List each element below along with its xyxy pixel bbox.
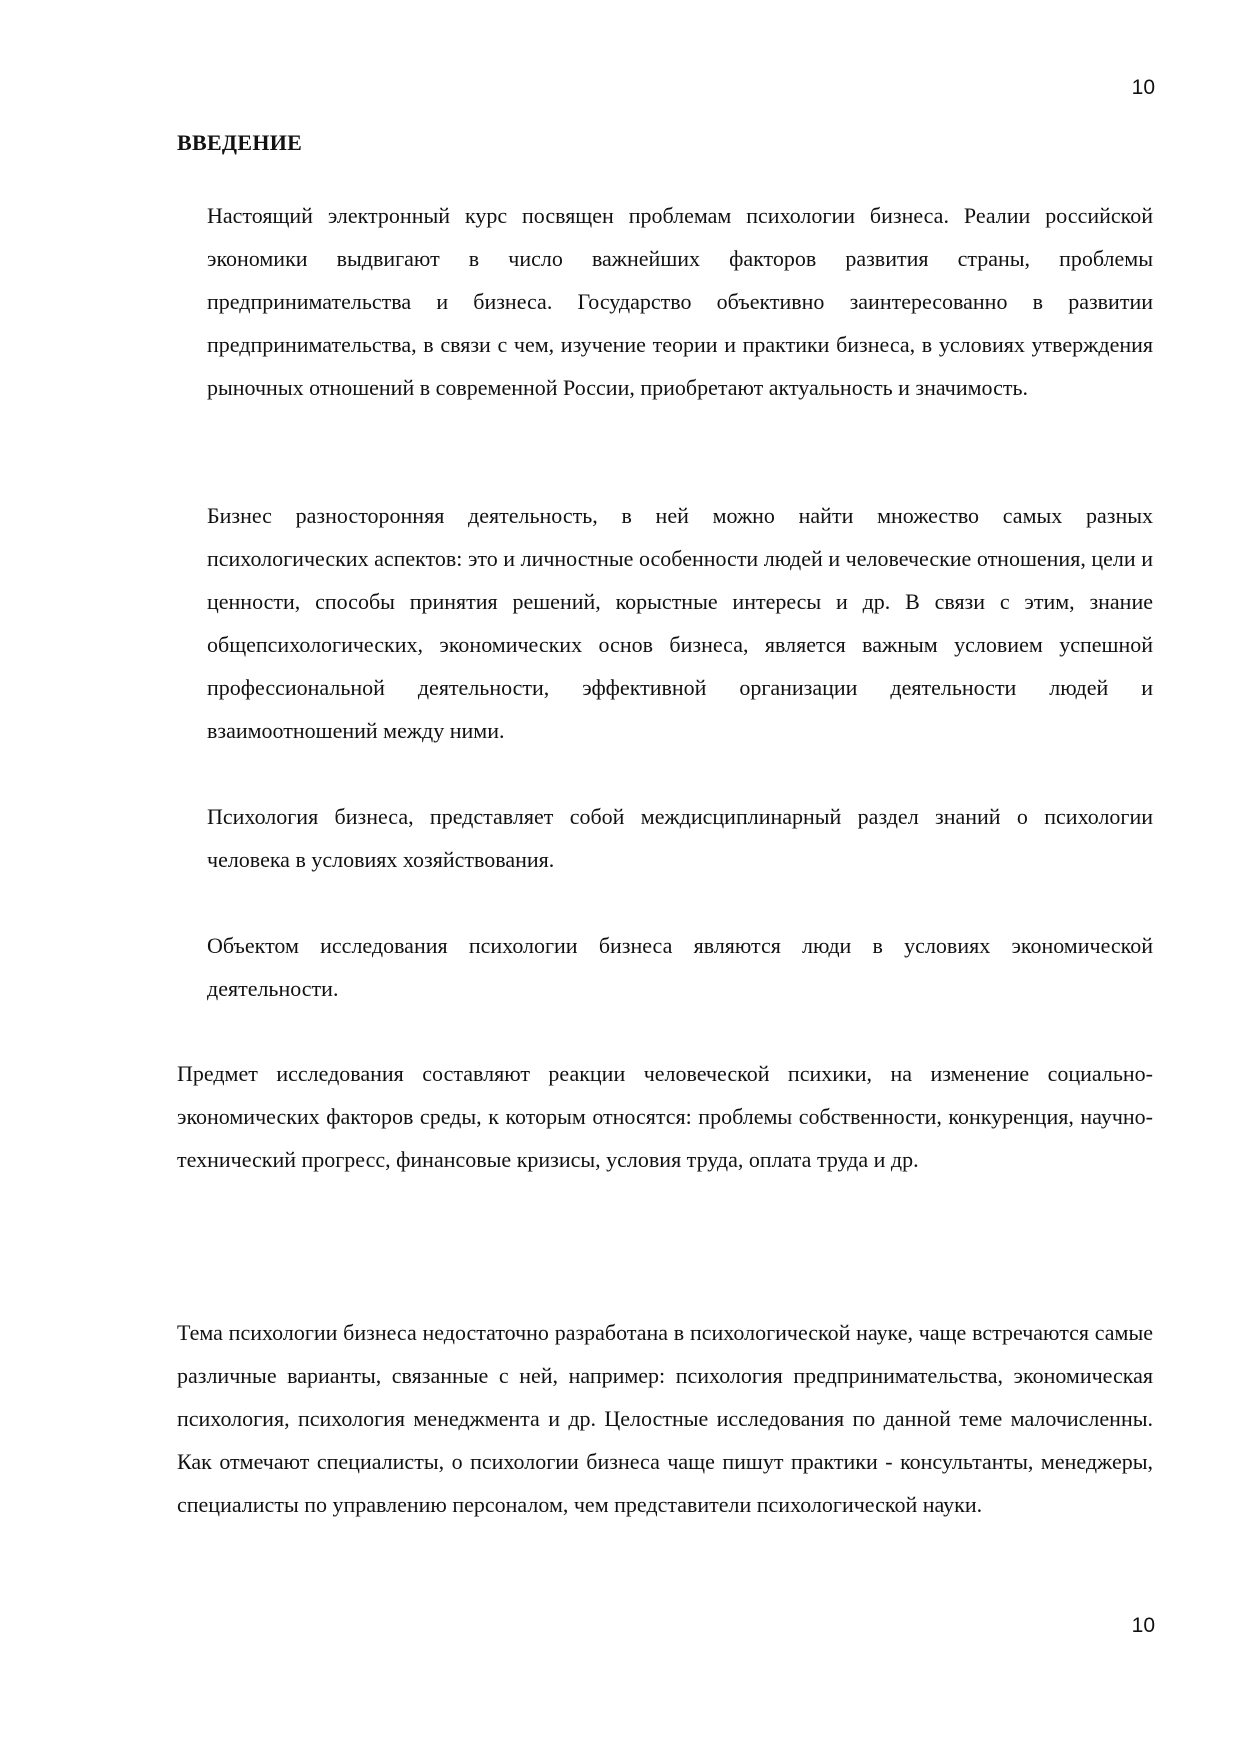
page-number-bottom: 10: [1131, 1614, 1155, 1637]
paragraph-object: Объектом исследования психологии бизнеса являются люди в условиях экономической деятельности.: [207, 933, 1153, 1001]
paragraph-topic: Тема психологии бизнеса недостаточно разработана в психологической науке, чаще встречаются самые различные варианты, связанные с ней, например: психология предпринимательства, экономическая психология, психология менеджмента и др. Целостные исследования по данной теме малочисленны. Как отмечают специалисты, о психологии бизнеса чаще пишут практики - консультанты, менеджеры, специалисты по управлению персоналом, чем представители психологической науки.: [177, 1320, 1153, 1517]
paragraph-business-aspects: Бизнес разносторонняя деятельность, в ней можно найти множество самых разных психологических аспектов: это и личностные особенности людей и человеческие отношения, цели и ценности, способы принятия решений, корыстные интересы и др. В связи с этим, знание общепсихологических, экономических основ бизнеса, является важным условием успешной профессиональной деятельности, эффективной организации деятельности людей и взаимоотношений между ними.: [207, 503, 1153, 743]
paragraph-intro: Настоящий электронный курс посвящен проблемам психологии бизнеса. Реалии российской экономики выдвигают в число важнейших факторов развития страны, проблемы предпринимательства и бизнеса. Государство объективно заинтересованно в развитии предпринимательства, в связи с чем, изучение теории и практики бизнеса, в условиях утверждения рыночных отношений в современной России, приобретают актуальность и значимость.: [207, 203, 1153, 400]
paragraph-definition: Психология бизнеса, представляет собой междисциплинарный раздел знаний о психологии человека в условиях хозяйствования.: [207, 804, 1153, 872]
paragraph-subject: Предмет исследования составляют реакции человеческой психики, на изменение социально-экономических факторов среды, к которым относятся: проблемы собственности, конкуренция, научно-технический прогресс, финансовые кризисы, условия труда, оплата труда и др.: [177, 1061, 1153, 1172]
page-number-top: 10: [1131, 76, 1155, 99]
section-heading: ВВЕДЕНИЕ: [177, 130, 303, 155]
